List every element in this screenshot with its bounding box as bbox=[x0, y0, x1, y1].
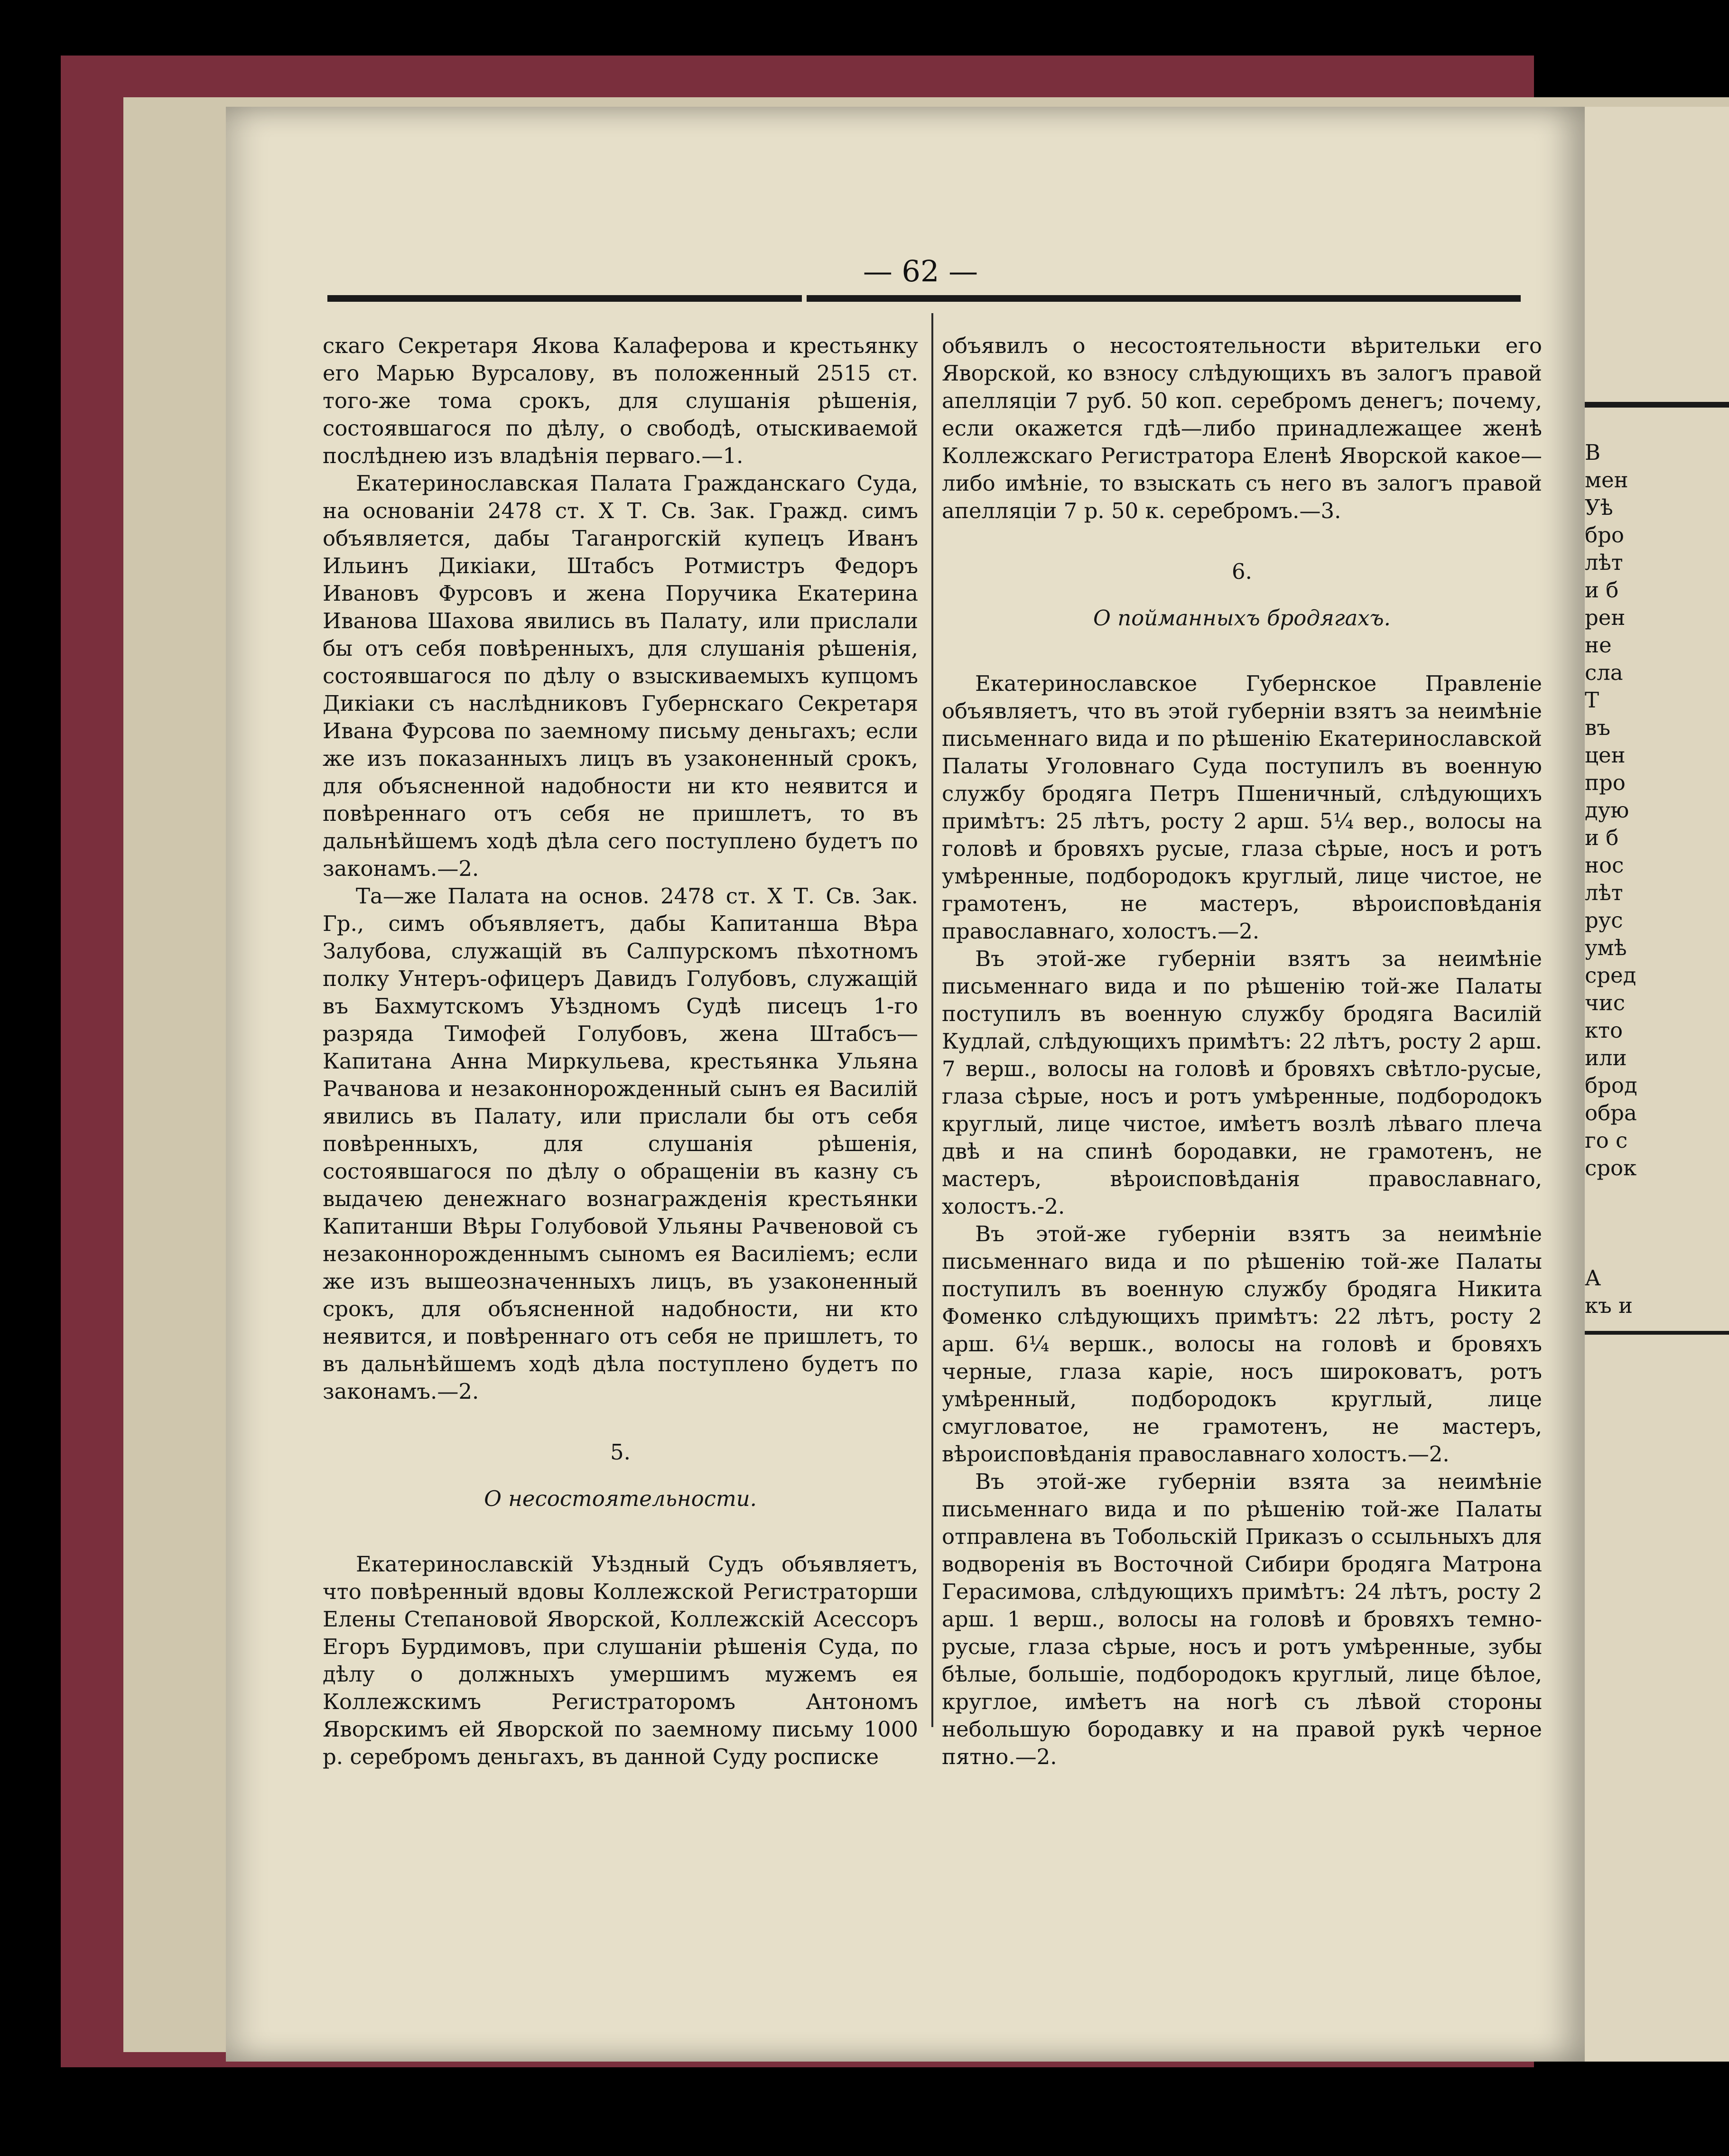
next-page-rule-lower bbox=[1585, 1331, 1729, 1335]
header-rule-left bbox=[327, 295, 802, 302]
left-column bbox=[323, 332, 918, 1771]
next-page-line: Т bbox=[1585, 688, 1599, 713]
section-title: О несостоятельности. bbox=[484, 1486, 757, 1511]
section-title: О пойманныхъ бродягахъ. bbox=[1093, 605, 1391, 631]
page-number: — 62 — bbox=[863, 254, 978, 288]
right-column bbox=[942, 332, 1542, 1771]
next-page-line: брод bbox=[1585, 1073, 1637, 1098]
header-rule-right bbox=[807, 295, 1521, 302]
paragraph: Та—же Палата на основ. 2478 ст. X Т. Св. Зак. Гр., симъ объявляетъ, дабы Капитанша Вѣра Залубова, служащій въ Салпурскомъ пѣхотномъ полку Унтеръ-офицеръ Давидъ Голубовъ, служащій въ Бахмутскомъ Уѣздномъ Судѣ писецъ 1-го разряда Тимофей Голубовъ, жена Штабсъ—Капитана Анна Миркульева, крестьянка Ульяна Рачванова и незаконнорожденный сынъ ея Василій явились въ Палату, или прислали бы отъ себя повѣренныхъ, для слушанія рѣшенія, состоявшагося по дѣлу о обращеніи въ казну съ выдачею денежнаго вознагражденія крестьянки Капитанши Вѣры Голубовой Ульяны Рачвеновой съ незаконнорожденнымъ сыномъ ея Василіемъ; если же изъ вышеозначенныхъ лицъ, въ узаконенный срокъ, для объясненной надобности, ни кто неявится, и повѣреннаго отъ себя не пришлетъ, то въ дальнѣйшемъ ходѣ дѣла поступлено будетъ по законамъ.—2. bbox=[323, 883, 918, 1404]
next-page-line: лѣт bbox=[1585, 550, 1623, 575]
paragraph: Въ этой-же губерніи взятъ за неимѣніе письменнаго вида и по рѣшенію той-же Палаты поступилъ въ военную службу бродяга Никита Фоменко слѣдующихъ примѣтъ: 22 лѣтъ, росту 2 арш. 6¼ вершк., волосы на головѣ и бровяхъ черные, глаза каріе, носъ широковатъ, ротъ умѣренный, подбородокъ круглый, лице смугловатое, не грамотенъ, не мастеръ, вѣроисповѣданія православнаго холостъ.—2. bbox=[942, 1221, 1542, 1467]
next-page-line: чис bbox=[1585, 990, 1625, 1015]
next-page-line: А bbox=[1585, 1265, 1601, 1291]
paragraph: Екатеринославскій Уѣздный Судъ объявляетъ, что повѣренный вдовы Коллежской Регистраторши Елены Степановой Яворской, Коллежскій Асессоръ Егоръ Бурдимовъ, при слушаніи рѣшенія Суда, по дѣлу о должныхъ умершимъ мужемъ ея Коллежскимъ Регистраторомъ Антономъ Яворскимъ ей Яворской по заемному письму 1000 р. серебромъ деньгахъ, въ данной Суду росписке bbox=[323, 1552, 918, 1769]
paragraph: скаго Секретаря Якова Калаферова и крестьянку его Марью Вурсалову, въ положенный 2515 ст. того-же тома срокъ, для слушанія рѣшенія, состоявшагося по дѣлу, о свободѣ, отыскиваемой послѣднею изъ владѣнія перваго.—1. bbox=[323, 333, 918, 468]
next-page-line: не bbox=[1585, 632, 1612, 658]
next-page-line: къ и bbox=[1585, 1293, 1633, 1318]
paragraph: объявилъ о несостоятельности вѣрительки его Яворской, ко взносу слѣдующихъ въ залогъ правой апелляціи 7 руб. 50 коп. серебромъ денегъ; почему, если окажется гдѣ—либо принадлежащее женѣ Коллежскаго Регистратора Еленѣ Яворской какое—либо имѣніе, то взыскать съ него въ залогъ правой апелляціи 7 р. 50 к. серебромъ.—3. bbox=[942, 333, 1542, 523]
next-page-line: В bbox=[1585, 440, 1601, 465]
next-page-line: сред bbox=[1585, 963, 1636, 988]
next-page-line: лѣт bbox=[1585, 880, 1623, 905]
next-page-line: го с bbox=[1585, 1128, 1628, 1153]
next-page-line: умѣ bbox=[1585, 935, 1627, 960]
paragraph: Екатеринославская Палата Гражданскаго Суда, на основаніи 2478 ст. X Т. Св. Зак. Гражд. симъ объявляется, дабы Таганрогскій купецъ Иванъ Ильинъ Дикіаки, Штабсъ Ротмистръ Федоръ Ивановъ Фурсовъ и жена Поручика Екатерина Иванова Шахова явились въ Палату, или прислали бы отъ себя повѣренныхъ, для слушанія рѣшенія, состоявшагося по дѣлу о взыскиваемыхъ купцомъ Дикіаки съ наслѣдниковъ Губернскаго Секретаря Ивана Фурсова по заемному письму деньгахъ; если же изъ показанныхъ лицъ въ узаконенный срокъ, для объясненной надобности ни кто неявится и повѣреннаго отъ себя не пришлетъ, то въ дальнѣйшемъ ходѣ дѣла сего поступлено будетъ по законамъ.—2. bbox=[323, 471, 918, 881]
next-page-line: рен bbox=[1585, 605, 1626, 630]
paragraph: Екатеринославское Губернское Правленіе объявляетъ, что въ этой губерніи взятъ за неимѣніе письменнаго вида и по рѣшенію Екатеринославской Палаты Уголовнаго Суда поступилъ въ военную службу бродяга Петръ Пшеничный, слѣдующихъ примѣтъ: 25 лѣтъ, росту 2 арш. 5¼ вер., волосы на головѣ и бровяхъ русые, глаза сѣрые, носъ и ротъ умѣренные, подбородокъ круглый, лице чистое, не грамотенъ, не мастеръ, вѣроисповѣданія православнаго, холостъ.—2. bbox=[942, 671, 1542, 944]
next-page-text bbox=[1585, 439, 1637, 1320]
next-page-line bbox=[1585, 1237, 1637, 1264]
next-page-rule bbox=[1585, 402, 1729, 408]
next-page-line: и б bbox=[1585, 577, 1619, 603]
next-page-edge bbox=[1585, 107, 1729, 2062]
paragraph: Въ этой-же губерніи взята за неимѣніе письменнаго вида и по рѣшенію той-же Палаты отправлена въ Тобольскій Приказъ о ссыльныхъ для водворенія въ Восточной Сибири бродяга Матрона Герасимова, слѣдующихъ примѣтъ: 24 лѣтъ, росту 2 арш. 1 верш., волосы на головѣ и бровяхъ темно-русые, глаза сѣрые, носъ и ротъ умѣренные, зубы бѣлые, большіе, подбородокъ круглый, лице бѣлое, круглое, имѣетъ на ногѣ съ лѣвой стороны небольшую бородавку и на правой рукѣ черное пятно.—2. bbox=[942, 1469, 1542, 1769]
paragraph: Въ этой-же губерніи взятъ за неимѣніе письменнаго вида и по рѣшенію той-же Палаты поступилъ въ военную службу бродяга Василій Кудлай, слѣдующихъ примѣтъ: 22 лѣтъ, росту 2 арш. 7 верш., волосы на головѣ и бровяхъ свѣтло-русые, глаза сѣрые, носъ и ротъ умѣренные, подбородокъ круглый, лице чистое, имѣетъ возлѣ лѣваго плеча двѣ и на спинѣ бородавки, не грамотенъ, не мастеръ, вѣроисповѣданія православнаго, холостъ.-2. bbox=[942, 946, 1542, 1219]
next-page-line: срок bbox=[1585, 1155, 1637, 1180]
next-page-line: бро bbox=[1585, 522, 1624, 548]
next-page-line bbox=[1585, 1209, 1637, 1237]
next-page-line: обра bbox=[1585, 1100, 1637, 1125]
next-page-line: мен bbox=[1585, 467, 1628, 493]
next-page-line bbox=[1585, 1182, 1637, 1209]
next-page-line: и б bbox=[1585, 825, 1619, 850]
next-page-line: цен bbox=[1585, 743, 1626, 768]
next-page-line: или bbox=[1585, 1045, 1627, 1070]
next-page-line: дую bbox=[1585, 798, 1629, 823]
column-divider bbox=[931, 313, 933, 1727]
section-number: 5. bbox=[610, 1440, 631, 1465]
next-page-line: кто bbox=[1585, 1018, 1623, 1043]
next-page-line: нос bbox=[1585, 853, 1624, 878]
section-number: 6. bbox=[1232, 559, 1252, 584]
next-page-line: сла bbox=[1585, 660, 1623, 685]
next-page-line: рус bbox=[1585, 908, 1623, 933]
next-page-line: въ bbox=[1585, 715, 1610, 740]
next-page-line: Уѣ bbox=[1585, 495, 1613, 520]
next-page-line: про bbox=[1585, 770, 1626, 795]
